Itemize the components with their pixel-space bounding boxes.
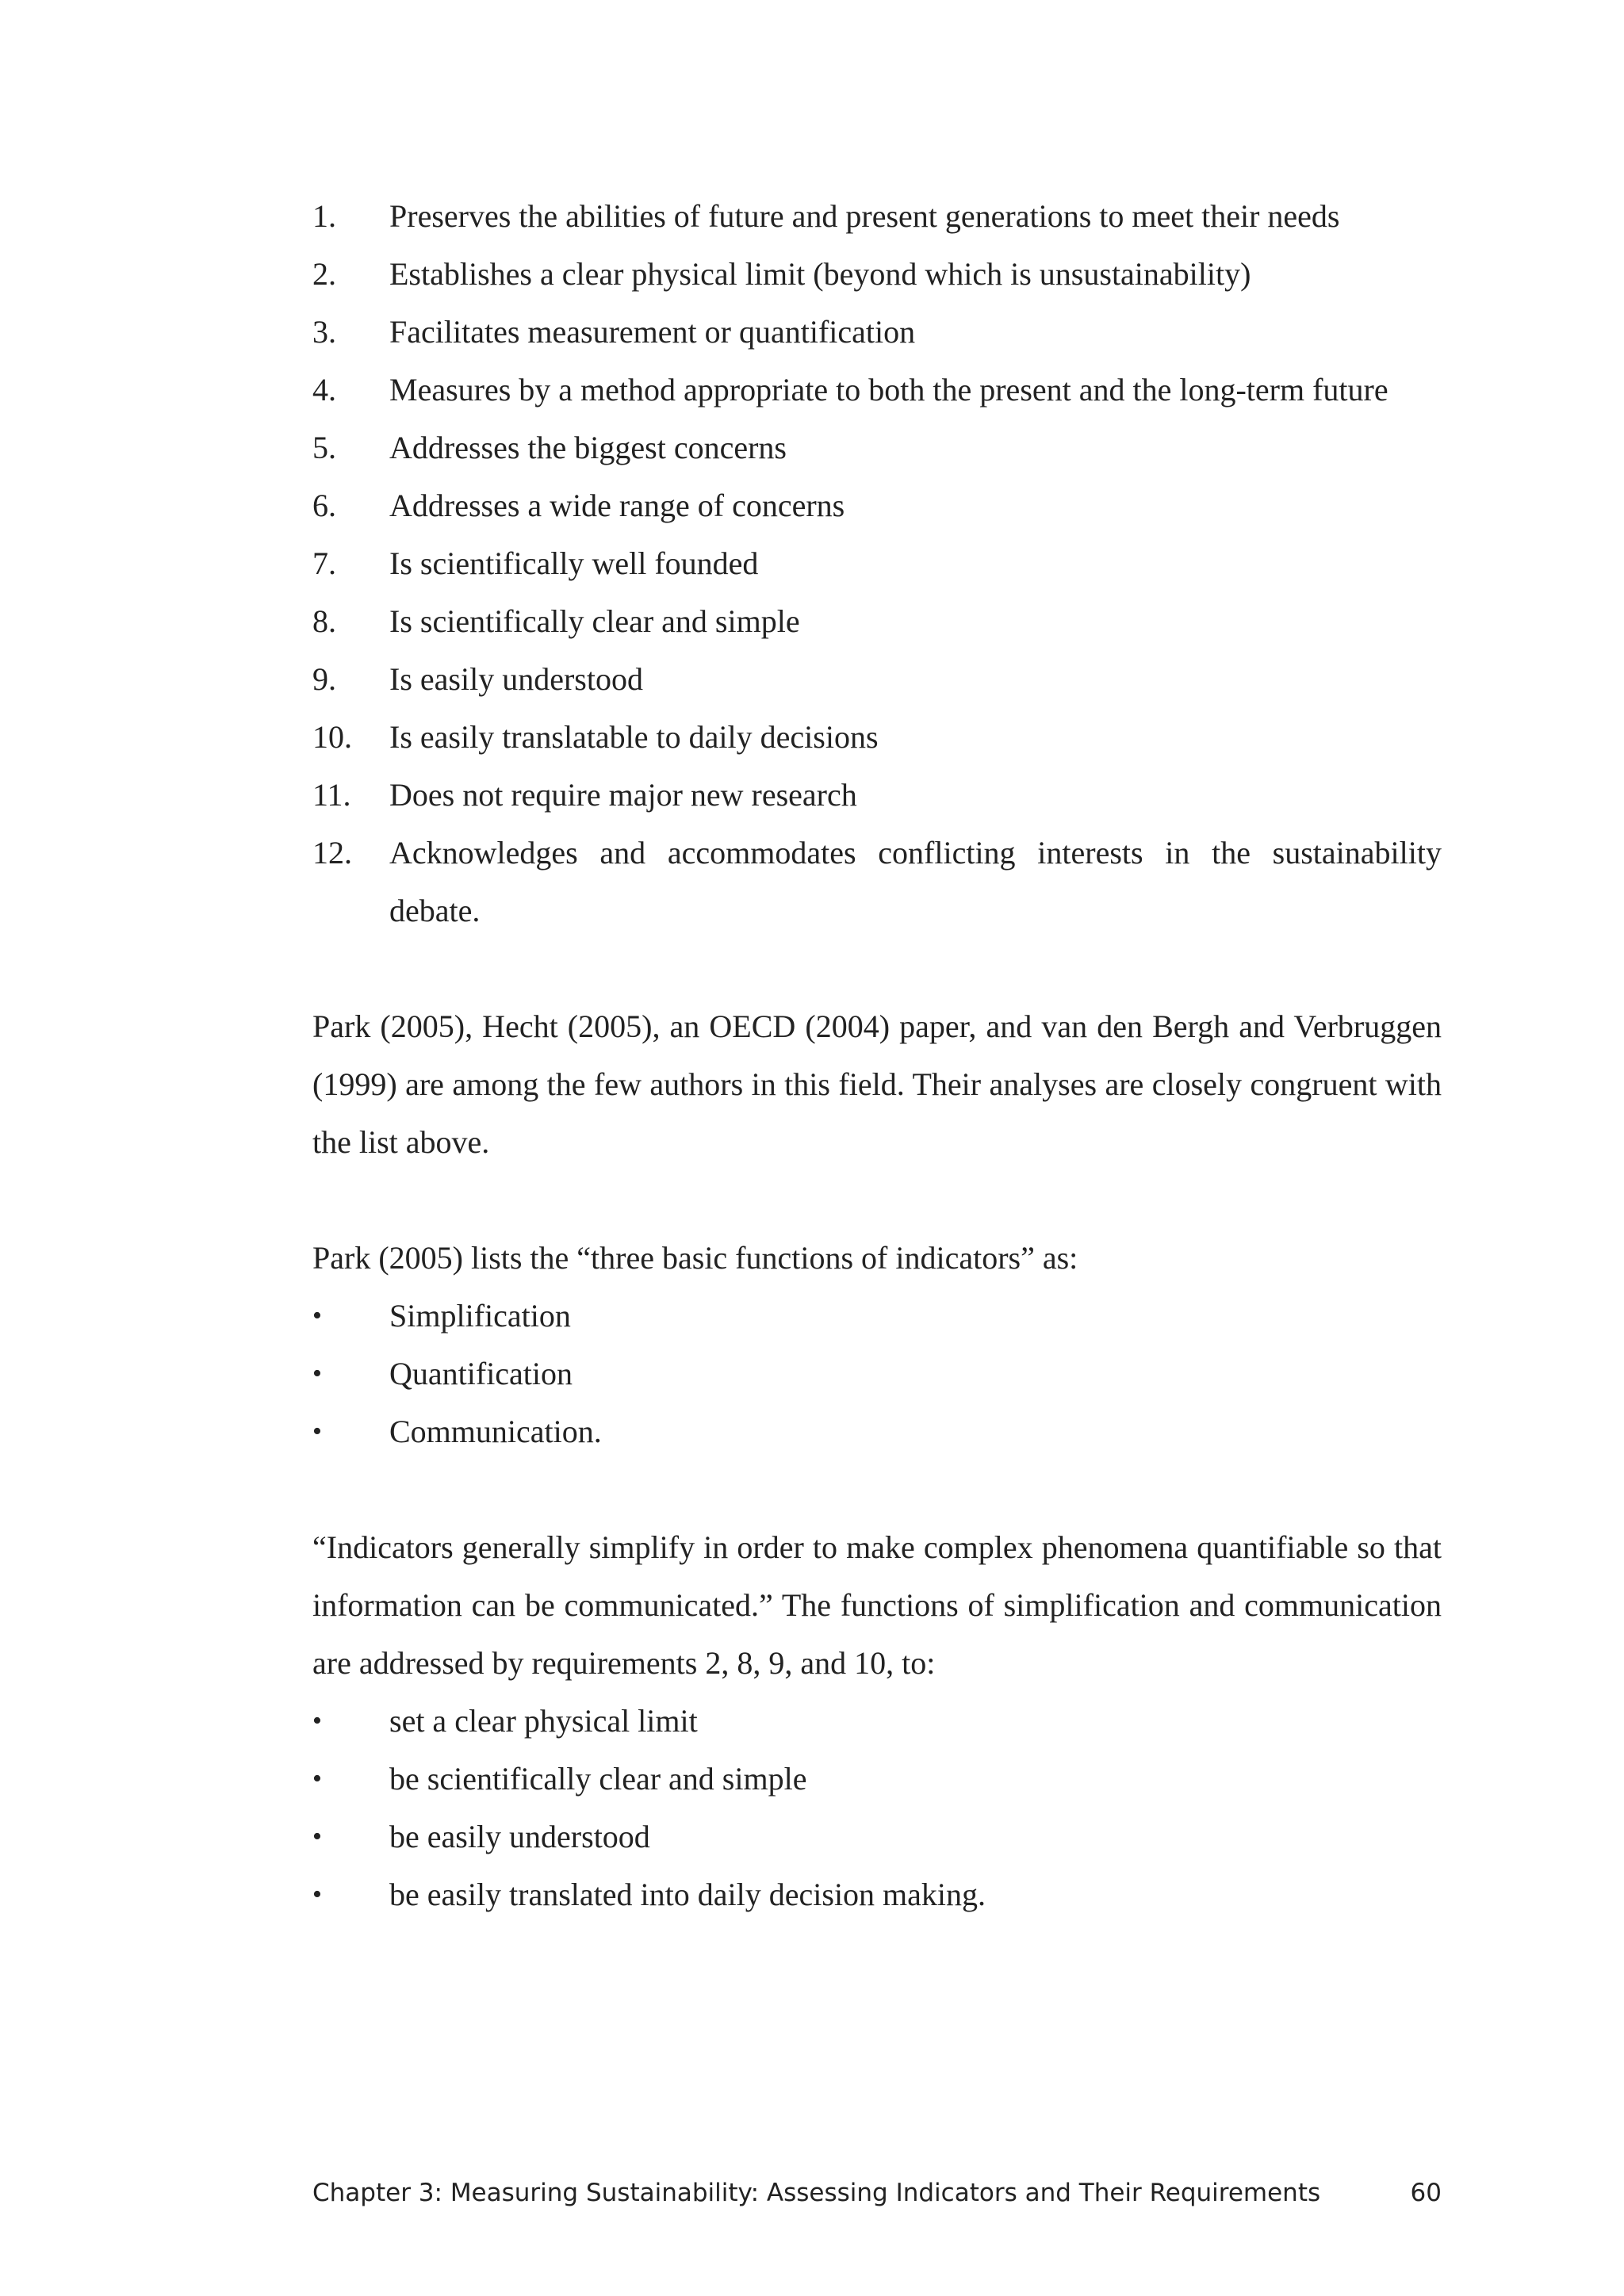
item-text: Acknowledges and accommodates conflicting interests in the sustainability debate.: [389, 835, 1442, 928]
item-number: 9.: [312, 661, 336, 697]
list-item: [312, 361, 1442, 419]
paragraph-gap: [312, 1171, 1442, 1229]
item-text: be scientifically clear and simple: [389, 1761, 807, 1797]
item-number: 12.: [312, 835, 352, 871]
item-text: Communication.: [389, 1414, 602, 1449]
bullet-icon: •: [312, 1706, 322, 1735]
item-text: Addresses the biggest concerns: [389, 430, 787, 465]
list-item: [312, 592, 1442, 650]
item-text: Is easily understood: [389, 661, 643, 697]
list-item: [312, 708, 1442, 766]
item-number: 5.: [312, 430, 336, 465]
item-number: 7.: [312, 545, 336, 581]
item-text: Measures by a method appropriate to both the present and the long-term future: [389, 372, 1388, 408]
list-item: [312, 1808, 1442, 1866]
list-item: [312, 187, 1442, 245]
page-footer: [312, 2179, 1442, 2207]
bullet-icon: •: [312, 1880, 322, 1909]
list-item: [312, 1287, 1442, 1345]
bullet-icon: •: [312, 1301, 322, 1330]
list-item: [312, 245, 1442, 303]
list-item: [312, 1866, 1442, 1923]
list-item: [312, 1692, 1442, 1750]
item-text: Is scientifically clear and simple: [389, 603, 800, 639]
list-item: [312, 1345, 1442, 1402]
item-text: Does not require major new research: [389, 777, 857, 813]
item-text: be easily understood: [389, 1819, 650, 1854]
item-number: 2.: [312, 256, 336, 292]
list-item: [312, 476, 1442, 534]
page-number: 60: [1410, 2179, 1442, 2207]
paragraph-quote: “Indicators generally simplify in order to make complex phenomena quantifiable so that information can be communicated.” The functions of simplification and communication are addressed by requirements 2, 8, 9, and 10, to:: [312, 1529, 1442, 1681]
list-item: [312, 766, 1442, 824]
list-item: [312, 303, 1442, 361]
paragraph-gap: [312, 1460, 1442, 1518]
item-number: 1.: [312, 198, 336, 234]
bullet-icon: •: [312, 1764, 322, 1793]
requirements-list: [312, 187, 1442, 939]
footer-chapter-title: Chapter 3: Measuring Sustainability: Assessing Indicators and Their Requirements: [312, 2179, 1321, 2207]
item-number: 6.: [312, 488, 336, 523]
item-text: Facilitates measurement or quantification: [389, 314, 916, 350]
bullet-icon: •: [312, 1822, 322, 1851]
item-text: set a clear physical limit: [389, 1703, 698, 1739]
list-item: [312, 1750, 1442, 1808]
item-text: Simplification: [389, 1298, 571, 1334]
list-item: [312, 534, 1442, 592]
paragraph-authors: Park (2005), Hecht (2005), an OECD (2004) paper, and van den Bergh and Verbruggen (1999) are among the few authors in this field. Their analyses are closely congruent with the list above.: [312, 1008, 1442, 1160]
item-number: 3.: [312, 314, 336, 350]
item-number: 10.: [312, 719, 352, 755]
bullet-icon: •: [312, 1417, 322, 1446]
paragraph-gap: [312, 939, 1442, 997]
item-text: Establishes a clear physical limit (beyond which is unsustainability): [389, 256, 1251, 292]
paragraph-park-functions: Park (2005) lists the “three basic functions of indicators” as:: [312, 1240, 1078, 1276]
item-text: Preserves the abilities of future and present generations to meet their needs: [389, 198, 1340, 234]
bullet-icon: •: [312, 1359, 322, 1388]
page-body: [312, 187, 1442, 1923]
item-number: 4.: [312, 372, 336, 408]
addressed-list: [312, 1692, 1442, 1923]
list-item: [312, 824, 1442, 939]
list-item: [312, 650, 1442, 708]
item-text: be easily translated into daily decision making.: [389, 1877, 986, 1912]
item-text: Quantification: [389, 1356, 573, 1391]
list-item: [312, 419, 1442, 476]
item-number: 8.: [312, 603, 336, 639]
item-text: Is scientifically well founded: [389, 545, 759, 581]
item-text: Addresses a wide range of concerns: [389, 488, 845, 523]
list-item: [312, 1402, 1442, 1460]
item-number: 11.: [312, 777, 351, 813]
item-text: Is easily translatable to daily decisions: [389, 719, 879, 755]
functions-list: [312, 1287, 1442, 1460]
